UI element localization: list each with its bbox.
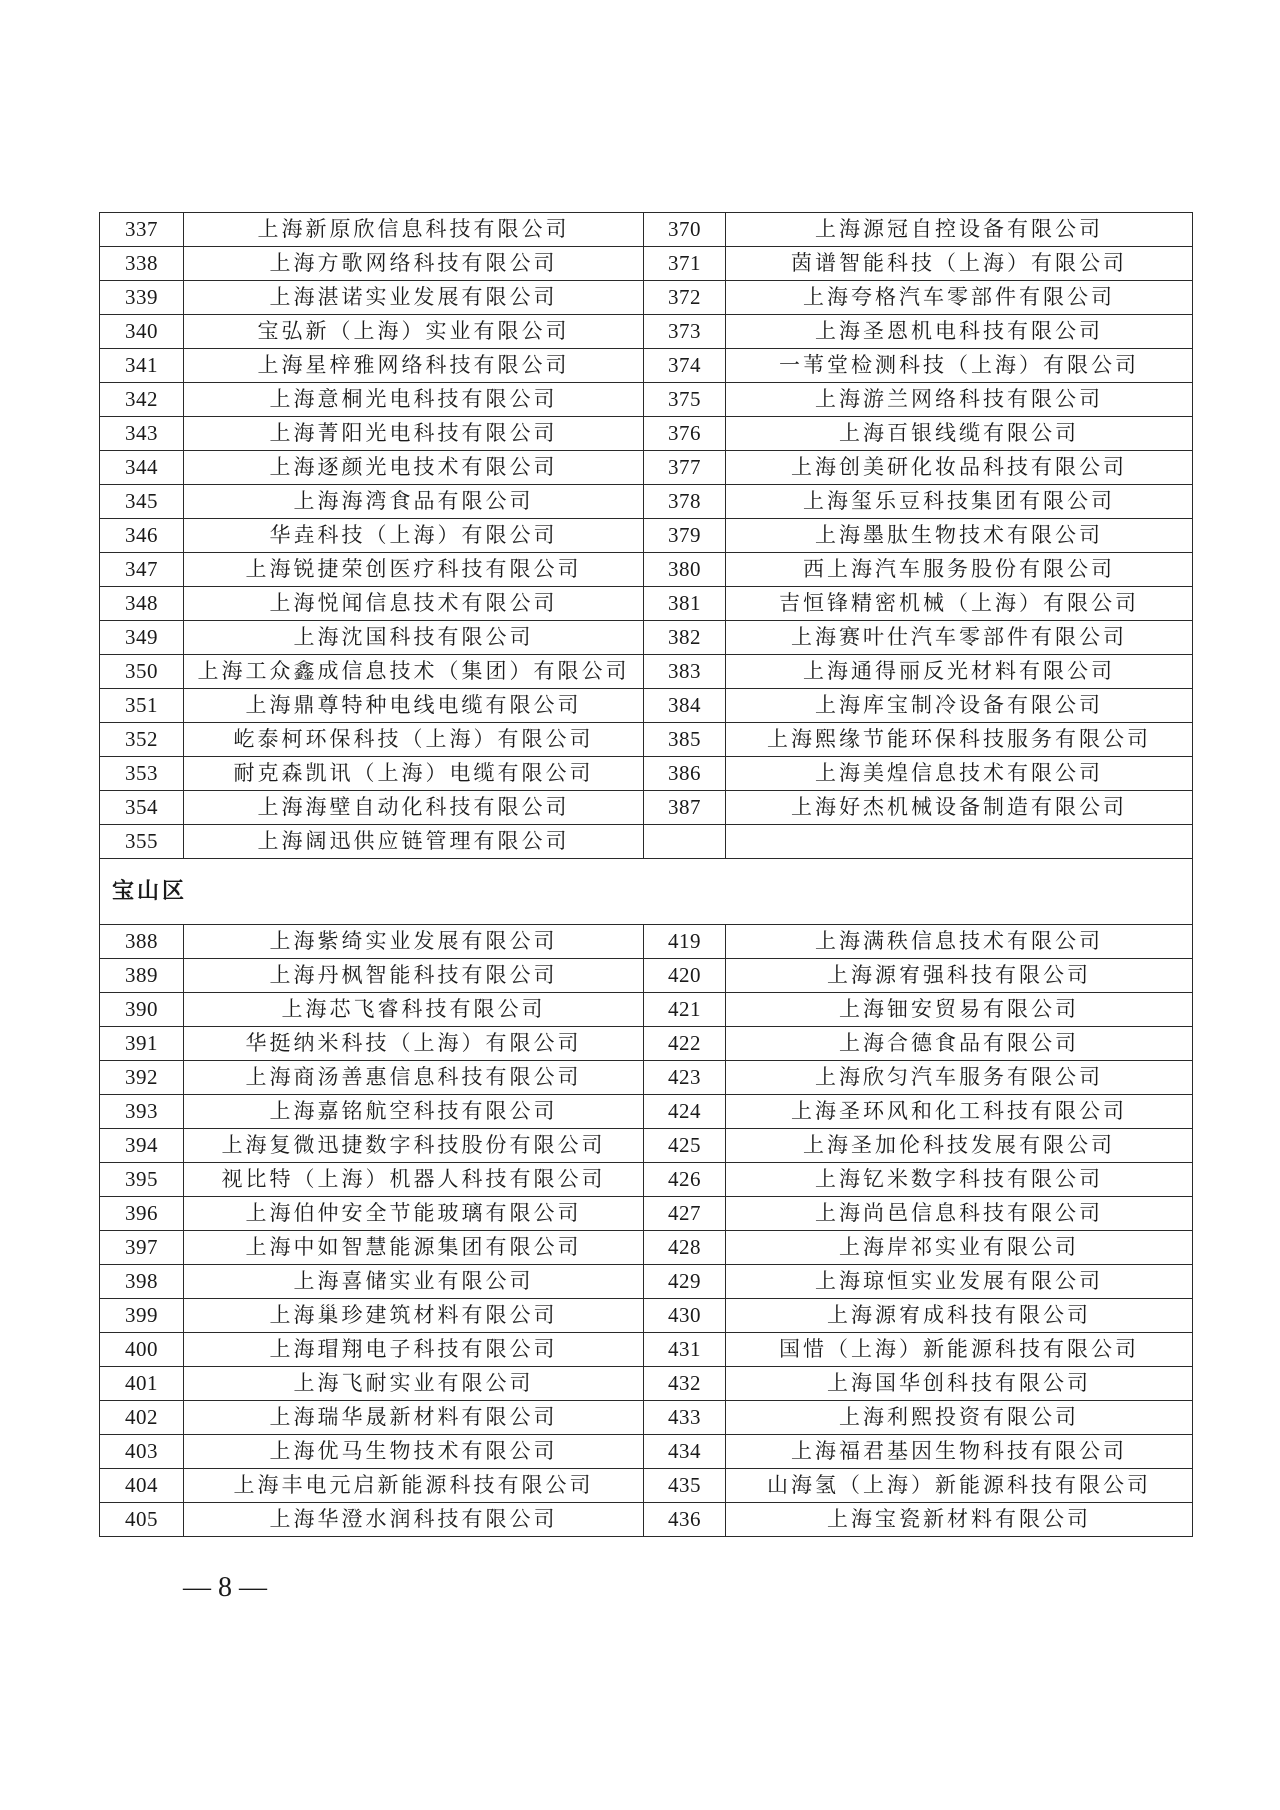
table-row (100, 1503, 1193, 1537)
entry-number: 402 (100, 1401, 184, 1435)
entry-number: 404 (100, 1469, 184, 1503)
entry-number: 351 (100, 689, 184, 723)
company-name: 上海伯仲安全节能玻璃有限公司 (184, 1197, 644, 1231)
company-name: 上海库宝制冷设备有限公司 (726, 689, 1193, 723)
table-row (100, 519, 1193, 553)
company-name: 上海夸格汽车零部件有限公司 (726, 281, 1193, 315)
entry-number: 423 (644, 1061, 726, 1095)
company-name: 上海海湾食品有限公司 (184, 485, 644, 519)
entry-number: 385 (644, 723, 726, 757)
entry-number: 355 (100, 825, 184, 859)
entry-number: 370 (644, 213, 726, 247)
entry-number: 425 (644, 1129, 726, 1163)
entry-number: 421 (644, 993, 726, 1027)
entry-number: 344 (100, 451, 184, 485)
entry-number: 354 (100, 791, 184, 825)
entry-number: 376 (644, 417, 726, 451)
table-row (100, 723, 1193, 757)
company-name: 上海海壁自动化科技有限公司 (184, 791, 644, 825)
company-name: 茵谱智能科技（上海）有限公司 (726, 247, 1193, 281)
company-name: 山海氢（上海）新能源科技有限公司 (726, 1469, 1193, 1503)
company-name: 耐克森凯讯（上海）电缆有限公司 (184, 757, 644, 791)
table-row (100, 1061, 1193, 1095)
company-name: 上海圣恩机电科技有限公司 (726, 315, 1193, 349)
company-name: 上海欣匀汽车服务有限公司 (726, 1061, 1193, 1095)
table-row (100, 791, 1193, 825)
entry-number: 431 (644, 1333, 726, 1367)
entry-number: 374 (644, 349, 726, 383)
company-name: 上海源宥强科技有限公司 (726, 959, 1193, 993)
table-row (100, 417, 1193, 451)
company-name: 华挺纳米科技（上海）有限公司 (184, 1027, 644, 1061)
table-row (100, 587, 1193, 621)
table-row (100, 1265, 1193, 1299)
entry-number: 419 (644, 925, 726, 959)
table-row (100, 485, 1193, 519)
entry-number: 401 (100, 1367, 184, 1401)
entry-number: 388 (100, 925, 184, 959)
company-name: 上海方歌网络科技有限公司 (184, 247, 644, 281)
table-row (100, 553, 1193, 587)
entry-number: 343 (100, 417, 184, 451)
table-row (100, 1299, 1193, 1333)
entry-number: 340 (100, 315, 184, 349)
table-row (100, 1469, 1193, 1503)
entry-number: 436 (644, 1503, 726, 1537)
entry-number: 393 (100, 1095, 184, 1129)
entry-number: 394 (100, 1129, 184, 1163)
company-name: 上海墨肽生物技术有限公司 (726, 519, 1193, 553)
company-name: 视比特（上海）机器人科技有限公司 (184, 1163, 644, 1197)
company-name: 上海意桐光电科技有限公司 (184, 383, 644, 417)
company-name: 上海宝瓷新材料有限公司 (726, 1503, 1193, 1537)
table-row (100, 213, 1193, 247)
entry-number: 435 (644, 1469, 726, 1503)
table-row (100, 925, 1193, 959)
company-name: 上海商汤善惠信息科技有限公司 (184, 1061, 644, 1095)
company-name: 上海尚邑信息科技有限公司 (726, 1197, 1193, 1231)
entry-number: 398 (100, 1265, 184, 1299)
company-name: 西上海汽车服务股份有限公司 (726, 553, 1193, 587)
entry-number: 405 (100, 1503, 184, 1537)
table-row (100, 825, 1193, 859)
company-name: 上海满秩信息技术有限公司 (726, 925, 1193, 959)
page-number: — 8 — (183, 1572, 267, 1603)
company-name: 上海创美研化妆品科技有限公司 (726, 451, 1193, 485)
table-row (100, 1401, 1193, 1435)
company-name: 上海逐颜光电技术有限公司 (184, 451, 644, 485)
entry-number: 352 (100, 723, 184, 757)
company-name: 上海美煌信息技术有限公司 (726, 757, 1193, 791)
entry-number: 384 (644, 689, 726, 723)
company-name: 上海源冠自控设备有限公司 (726, 213, 1193, 247)
company-name: 上海鼎尊特种电线电缆有限公司 (184, 689, 644, 723)
entry-number: 378 (644, 485, 726, 519)
table-row (100, 1367, 1193, 1401)
entry-number: 372 (644, 281, 726, 315)
company-name: 上海赛叶仕汽车零部件有限公司 (726, 621, 1193, 655)
entry-number: 375 (644, 383, 726, 417)
entry-number: 353 (100, 757, 184, 791)
company-name: 上海琼恒实业发展有限公司 (726, 1265, 1193, 1299)
entry-number: 395 (100, 1163, 184, 1197)
entry-number: 342 (100, 383, 184, 417)
entry-number: 427 (644, 1197, 726, 1231)
table-row (100, 1129, 1193, 1163)
table-row (100, 349, 1193, 383)
table-row (100, 247, 1193, 281)
company-name: 上海湛诺实业发展有限公司 (184, 281, 644, 315)
entry-number: 350 (100, 655, 184, 689)
company-name: 上海优马生物技术有限公司 (184, 1435, 644, 1469)
table-row (100, 1435, 1193, 1469)
company-name (726, 825, 1193, 859)
entry-number: 432 (644, 1367, 726, 1401)
company-name: 上海瑁翔电子科技有限公司 (184, 1333, 644, 1367)
entry-number: 345 (100, 485, 184, 519)
company-name: 屹泰柯环保科技（上海）有限公司 (184, 723, 644, 757)
entry-number: 428 (644, 1231, 726, 1265)
company-name: 上海嘉铭航空科技有限公司 (184, 1095, 644, 1129)
company-name: 上海复微迅捷数字科技股份有限公司 (184, 1129, 644, 1163)
company-name: 上海百银线缆有限公司 (726, 417, 1193, 451)
company-list-body (100, 213, 1193, 1537)
company-name: 上海星梓雅网络科技有限公司 (184, 349, 644, 383)
entry-number: 386 (644, 757, 726, 791)
company-name: 上海沈国科技有限公司 (184, 621, 644, 655)
entry-number (644, 825, 726, 859)
company-name: 上海瑞华晟新材料有限公司 (184, 1401, 644, 1435)
entry-number: 390 (100, 993, 184, 1027)
table-row (100, 1197, 1193, 1231)
table-row (100, 1231, 1193, 1265)
table-row (100, 689, 1193, 723)
table-row (100, 655, 1193, 689)
entry-number: 420 (644, 959, 726, 993)
entry-number: 379 (644, 519, 726, 553)
company-name: 上海游兰网络科技有限公司 (726, 383, 1193, 417)
entry-number: 434 (644, 1435, 726, 1469)
table-row (100, 1333, 1193, 1367)
entry-number: 387 (644, 791, 726, 825)
entry-number: 403 (100, 1435, 184, 1469)
company-name: 上海阔迅供应链管理有限公司 (184, 825, 644, 859)
table-row (100, 1095, 1193, 1129)
entry-number: 380 (644, 553, 726, 587)
company-name: 上海新原欣信息科技有限公司 (184, 213, 644, 247)
company-name: 上海福君基因生物科技有限公司 (726, 1435, 1193, 1469)
company-name: 上海岸祁实业有限公司 (726, 1231, 1193, 1265)
entry-number: 339 (100, 281, 184, 315)
company-name: 华垚科技（上海）有限公司 (184, 519, 644, 553)
company-name: 一苇堂检测科技（上海）有限公司 (726, 349, 1193, 383)
company-name: 上海丹枫智能科技有限公司 (184, 959, 644, 993)
company-name: 上海巢珍建筑材料有限公司 (184, 1299, 644, 1333)
entry-number: 377 (644, 451, 726, 485)
company-name: 国惜（上海）新能源科技有限公司 (726, 1333, 1193, 1367)
company-name: 上海源宥成科技有限公司 (726, 1299, 1193, 1333)
company-name: 上海玺乐豆科技集团有限公司 (726, 485, 1193, 519)
entry-number: 429 (644, 1265, 726, 1299)
table-row (100, 1163, 1193, 1197)
entry-number: 392 (100, 1061, 184, 1095)
entry-number: 346 (100, 519, 184, 553)
table-row (100, 383, 1193, 417)
entry-number: 400 (100, 1333, 184, 1367)
company-name: 上海合德食品有限公司 (726, 1027, 1193, 1061)
entry-number: 373 (644, 315, 726, 349)
entry-number: 422 (644, 1027, 726, 1061)
company-name: 宝弘新（上海）实业有限公司 (184, 315, 644, 349)
company-name: 上海熙缘节能环保科技服务有限公司 (726, 723, 1193, 757)
entry-number: 391 (100, 1027, 184, 1061)
company-name: 上海丰电元启新能源科技有限公司 (184, 1469, 644, 1503)
company-name: 上海悦闻信息技术有限公司 (184, 587, 644, 621)
company-name: 上海锐捷荣创医疗科技有限公司 (184, 553, 644, 587)
table-row (100, 281, 1193, 315)
table-row (100, 621, 1193, 655)
table-row (100, 1027, 1193, 1061)
district-header-row (100, 859, 1193, 925)
table-row (100, 993, 1193, 1027)
company-list-table (99, 212, 1193, 1537)
district-title: 宝山区 (100, 859, 1193, 925)
company-name: 上海好杰机械设备制造有限公司 (726, 791, 1193, 825)
entry-number: 349 (100, 621, 184, 655)
entry-number: 396 (100, 1197, 184, 1231)
entry-number: 430 (644, 1299, 726, 1333)
entry-number: 433 (644, 1401, 726, 1435)
table-row (100, 757, 1193, 791)
company-name: 上海喜储实业有限公司 (184, 1265, 644, 1299)
table-row (100, 315, 1193, 349)
table-row (100, 959, 1193, 993)
entry-number: 341 (100, 349, 184, 383)
entry-number: 389 (100, 959, 184, 993)
company-name: 上海工众鑫成信息技术（集团）有限公司 (184, 655, 644, 689)
entry-number: 347 (100, 553, 184, 587)
company-name: 上海国华创科技有限公司 (726, 1367, 1193, 1401)
entry-number: 399 (100, 1299, 184, 1333)
company-name: 上海华澄水润科技有限公司 (184, 1503, 644, 1537)
company-name: 上海圣环风和化工科技有限公司 (726, 1095, 1193, 1129)
entry-number: 426 (644, 1163, 726, 1197)
entry-number: 371 (644, 247, 726, 281)
entry-number: 381 (644, 587, 726, 621)
company-name: 上海圣加伦科技发展有限公司 (726, 1129, 1193, 1163)
table-row (100, 451, 1193, 485)
entry-number: 337 (100, 213, 184, 247)
company-name: 上海钇米数字科技有限公司 (726, 1163, 1193, 1197)
entry-number: 338 (100, 247, 184, 281)
entry-number: 348 (100, 587, 184, 621)
entry-number: 383 (644, 655, 726, 689)
company-name: 上海利熙投资有限公司 (726, 1401, 1193, 1435)
company-name: 吉恒锋精密机械（上海）有限公司 (726, 587, 1193, 621)
company-name: 上海通得丽反光材料有限公司 (726, 655, 1193, 689)
company-name: 上海钿安贸易有限公司 (726, 993, 1193, 1027)
company-name: 上海菁阳光电科技有限公司 (184, 417, 644, 451)
company-name: 上海中如智慧能源集团有限公司 (184, 1231, 644, 1265)
entry-number: 424 (644, 1095, 726, 1129)
entry-number: 397 (100, 1231, 184, 1265)
company-name: 上海芯飞睿科技有限公司 (184, 993, 644, 1027)
company-name: 上海飞耐实业有限公司 (184, 1367, 644, 1401)
company-name: 上海紫绮实业发展有限公司 (184, 925, 644, 959)
entry-number: 382 (644, 621, 726, 655)
